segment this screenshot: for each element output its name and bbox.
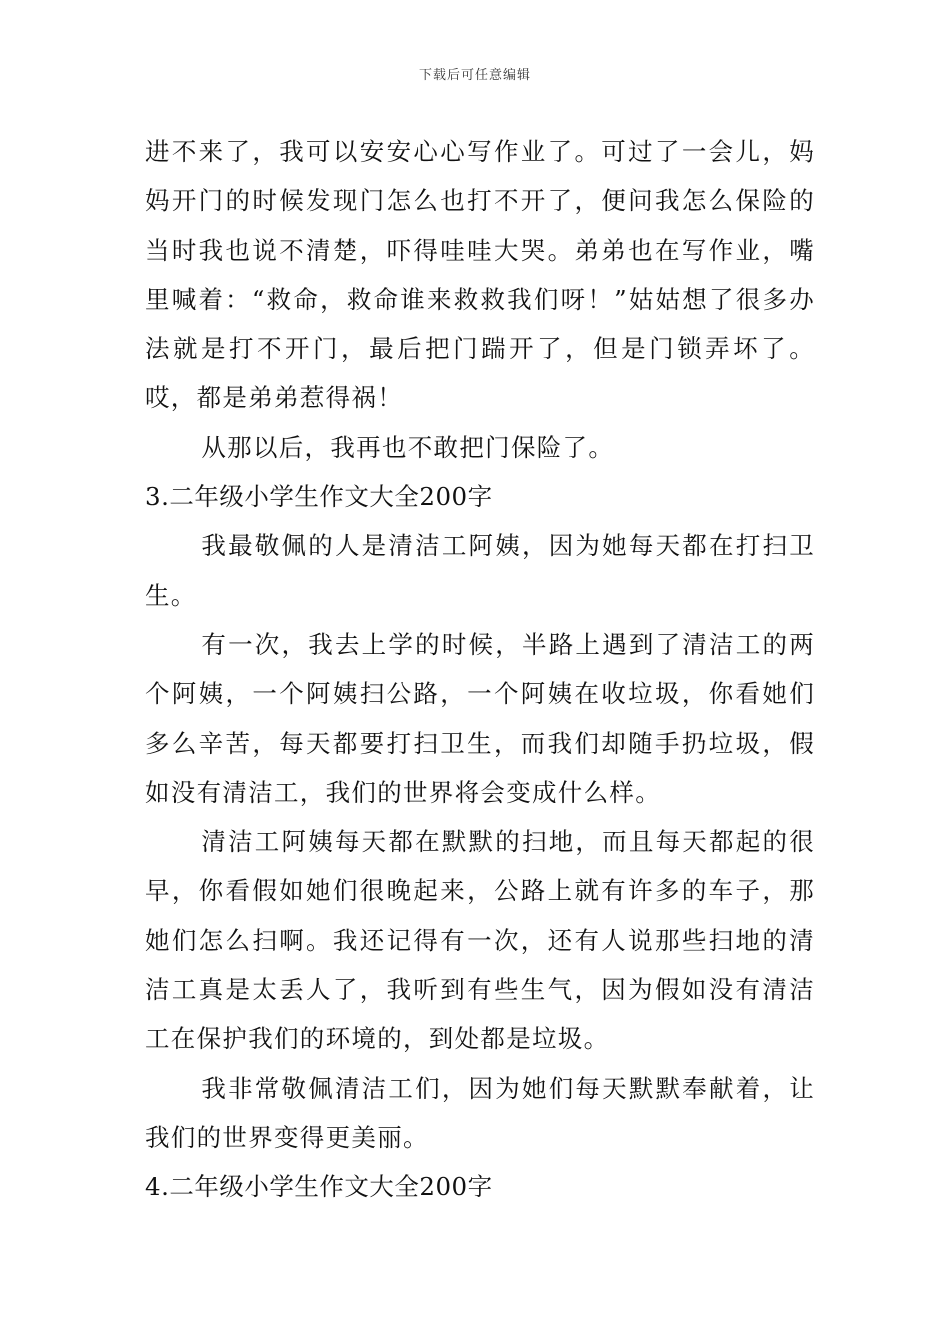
section-heading-3: 3.二年级小学生作文大全200字 (145, 482, 493, 512)
section-heading-4: 4.二年级小学生作文大全200字 (145, 1172, 493, 1202)
paragraph: 有一次，我去上学的时候，半路上遇到了清洁工的两个阿姨，一个阿姨扫公路，一个阿姨在收垃圾，你看她们多么辛苦，每天都要打扫卫生，而我们却随手扔垃圾，假如没有清洁工，我们的世界将会变成什么样。 (145, 629, 815, 807)
paragraph: 从那以后，我再也不敢把门保险了。 (201, 432, 615, 462)
paragraph-continued: 进不来了，我可以安安心心写作业了。可过了一会儿，妈妈开门的时候发现门怎么也打不开了，便问我怎么保险的当时我也说不清楚，吓得哇哇大哭。弟弟也在写作业，嘴里喊着：“救命，救命谁来救救我们呀！”姑姑想了很多办法就是打不开门，最后把门踹开了，但是门锁弄坏了。哎，都是弟弟惹得祸！ (145, 137, 815, 413)
paragraph: 我非常敬佩清洁工们，因为她们每天默默奉献着，让我们的世界变得更美丽。 (145, 1073, 815, 1152)
paragraph: 我最敬佩的人是清洁工阿姨，因为她每天都在打扫卫生。 (145, 531, 815, 610)
paragraph: 清洁工阿姨每天都在默默的扫地，而且每天都起的很早，你看假如她们很晚起来，公路上就有许多的车子，那她们怎么扫啊。我还记得有一次，还有人说那些扫地的清洁工真是太丢人了，我听到有些生气，因为假如没有清洁工在保护我们的环境的，到处都是垃圾。 (145, 827, 815, 1054)
page-header-note: 下载后可任意编辑 (418, 68, 531, 83)
document-body (145, 127, 815, 1212)
